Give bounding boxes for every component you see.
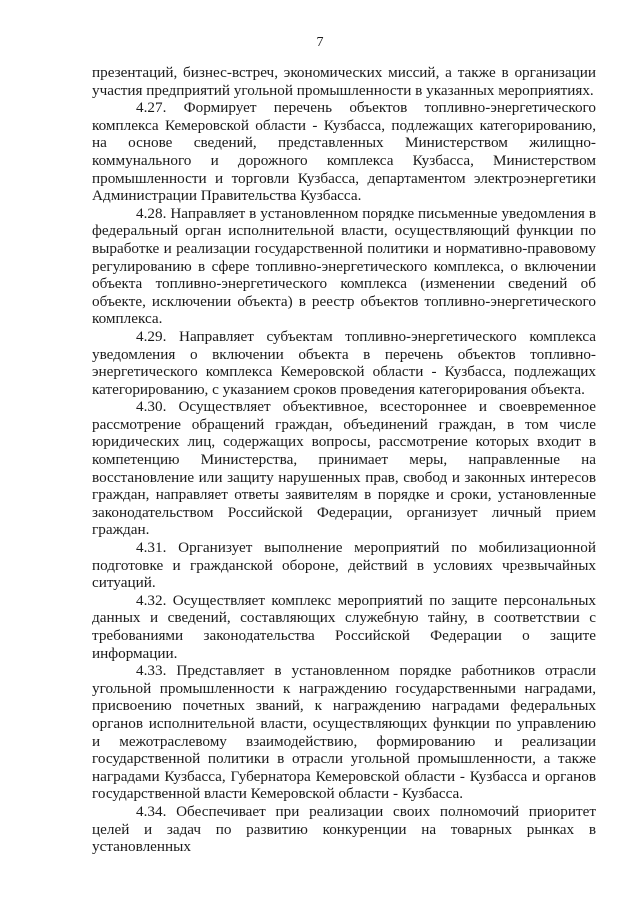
paragraph-4-34: 4.34. Обеспечивает при реализации своих полномочий приоритет целей и задач по развитию конкуренции на товарных рынках в установленных xyxy=(92,802,596,856)
page-number: 7 xyxy=(316,35,324,50)
paragraph-4-28: 4.28. Направляет в установленном порядке письменные уведомления в федеральный орган исполнительной власти, осуществляющий функции по выработке и реализации государственной политики и нормативно-правовому регулированию в сфере топливно-энергетического комплекса, о включении объекта топливно-энергетического комплекса (изменении сведений об объекте, исключении объекта) в реестр объектов топливно-энергетического комплекса. xyxy=(92,204,596,328)
body-text xyxy=(92,64,596,856)
paragraph-4-27: 4.27. Формирует перечень объектов топливно-энергетического комплекса Кемеровской области - Кузбасса, подлежащих категорированию, на основе сведений, представленных Министерством жилищно-коммунального и дорожного комплекса Кузбасса, Министерством промышленности и торговли Кузбасса, департаментом электроэнергетики Администрации Правительства Кузбасса. xyxy=(92,99,596,205)
paragraph-4-30: 4.30. Осуществляет объективное, всестороннее и своевременное рассмотрение обращений граждан, объединений граждан, в том числе юридических лиц, содержащих вопросы, рассмотрение которых входит в компетенцию Министерства, принимает меры, направленные на восстановление или защиту нарушенных прав, свобод и законных интересов граждан, направляет ответы заявителям в порядке и сроки, установленные законодательством Российской Федерации, организует личный прием граждан. xyxy=(92,398,596,539)
paragraph-4-32: 4.32. Осуществляет комплекс мероприятий по защите персональных данных и сведений, составляющих служебную тайну, в соответствии с требованиями законодательства Российской Федерации о защите информации. xyxy=(92,591,596,662)
paragraph-4-33: 4.33. Представляет в установленном порядке работников отрасли угольной промышленности к награждению государственными наградами, присвоению почетных званий, к награждению наградами федеральных органов исполнительной власти, осуществляющих функции по управлению и межотраслевому взаимодействию, формированию и реализации государственной политики в отрасли угольной промышленности, а также наградами Кузбасса, Губернатора Кемеровской области - Кузбасса и органов государственной власти Кемеровской области - Кузбасса. xyxy=(92,662,596,803)
paragraph-continuation: презентаций, бизнес-встреч, экономических миссий, а также в организации участия предприятий угольной промышленности в указанных мероприятиях. xyxy=(92,64,596,99)
paragraph-4-31: 4.31. Организует выполнение мероприятий по мобилизационной подготовке и гражданской обороне, действий в условиях чрезвычайных ситуаций. xyxy=(92,539,596,592)
paragraph-4-29: 4.29. Направляет субъектам топливно-энергетического комплекса уведомления о включении объекта в перечень объектов топливно-энергетического комплекса Кемеровской области - Кузбасса, подлежащих категорированию, с указанием сроков проведения категорирования объекта. xyxy=(92,327,596,398)
